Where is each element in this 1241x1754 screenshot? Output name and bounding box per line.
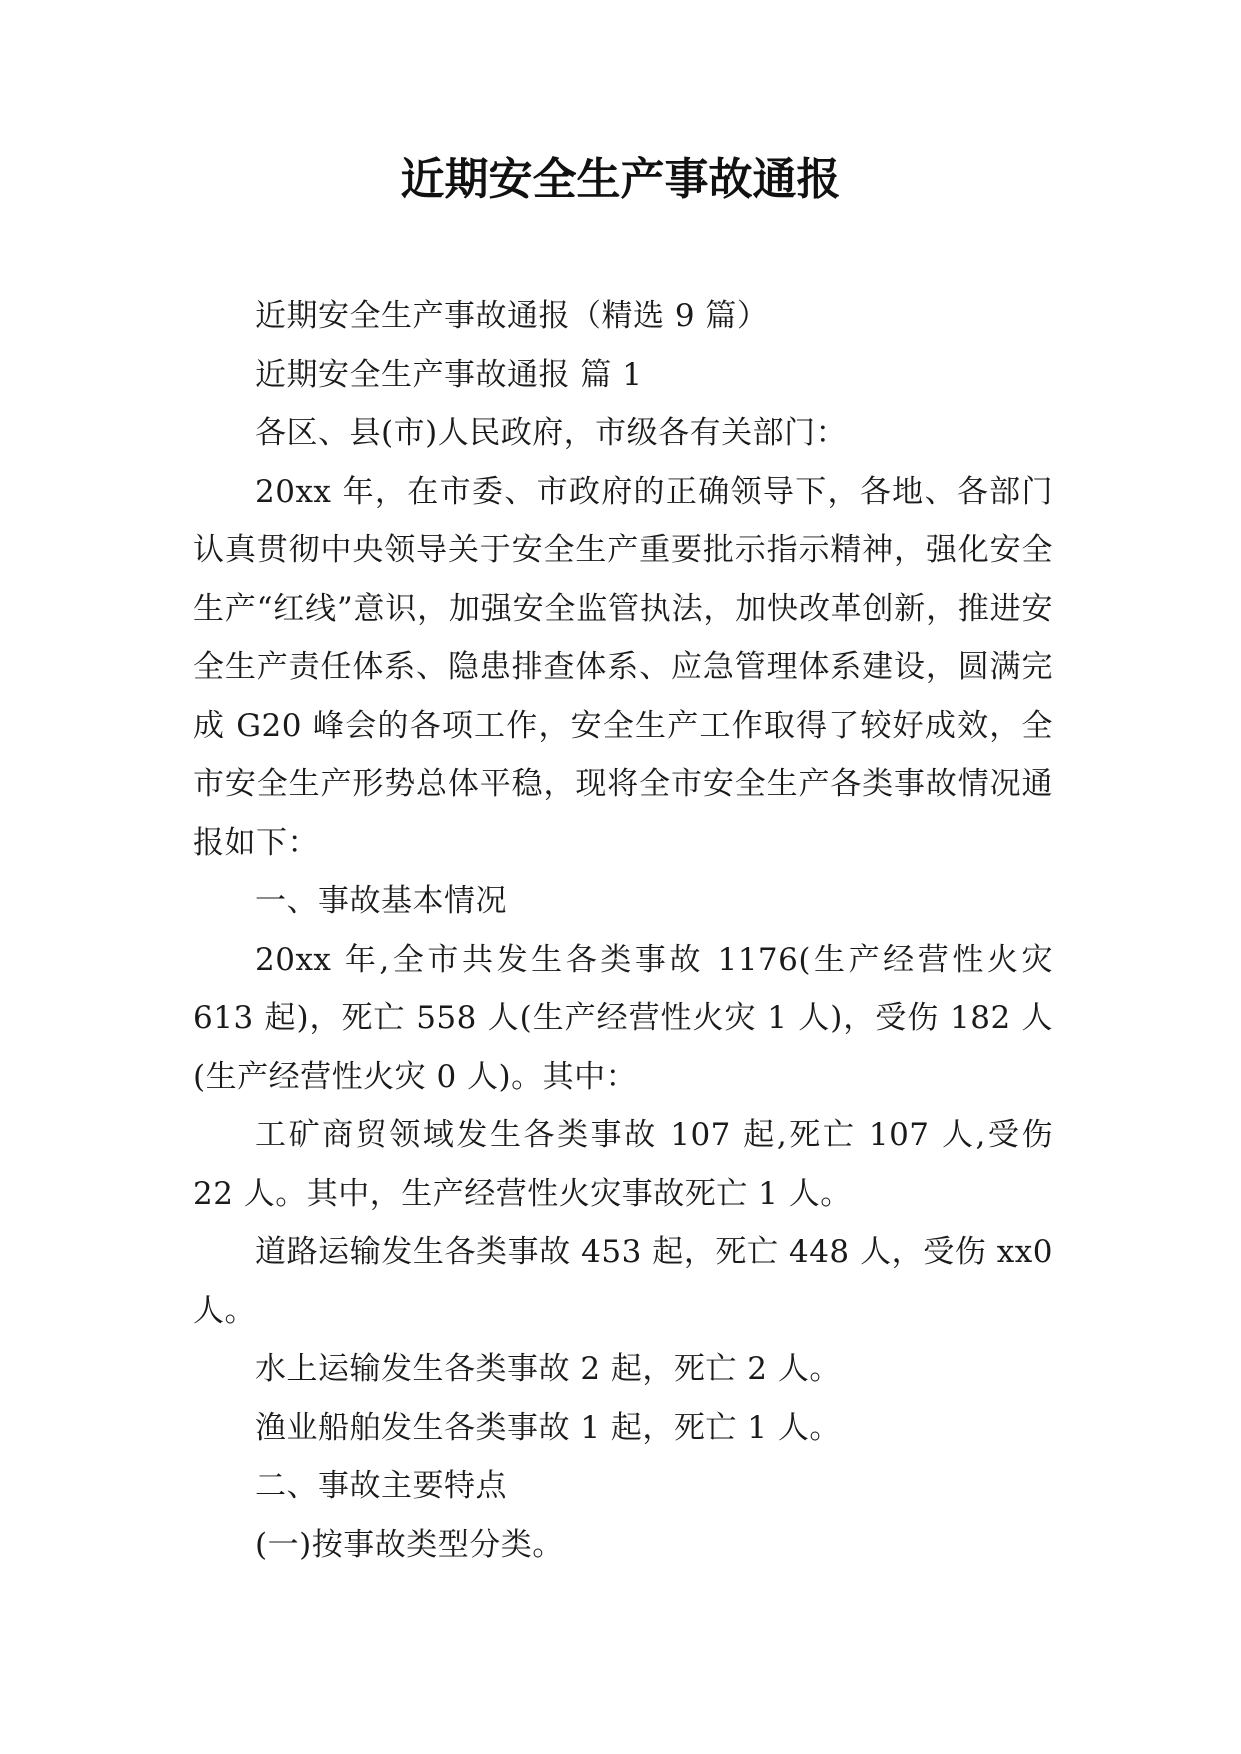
paragraph-road-transport: 道路运输发生各类事故 453 起，死亡 448 人，受伤 xx0 人。 [193,1234,1053,1329]
paragraph-overall-statistics: 20xx 年,全市共发生各类事故 1176(生产经营性火灾 613 起)，死亡 558 人(生产经营性火灾 1 人)，受伤 182 人(生产经营性火灾 0 人)。其中： [193,941,1053,1095]
paragraph-collection-title: 近期安全生产事故通报（精选 9 篇） [255,298,769,334]
subsection-heading-by-type: (一)按事故类型分类。 [255,1526,564,1563]
document-title: 近期安全生产事故通报 [400,154,841,205]
paragraph-introduction: 20xx 年，在市委、市政府的正确领导下，各地、各部门认真贯彻中央领导关于安全生产重要批示指示精神，强化安全生产“红线”意识，加强安全监管执法，加快改革创新，推进安全生产责任体系、隐患排查体系、应急管理体系建设，圆满完成 G20 峰会的各项工作，安全生产工作取得了较好成效，全市安全生产形势总体平稳，现将全市安全生产各类事故情况通报如下： [193,473,1053,861]
paragraph-article-heading: 近期安全生产事故通报 篇 1 [255,356,643,393]
section-heading-main-features: 二、事故主要特点 [255,1468,507,1504]
paragraph-addressee: 各区、县(市)人民政府，市级各有关部门： [255,415,848,451]
paragraph-fishing-vessels: 渔业船舶发生各类事故 1 起，死亡 1 人。 [255,1409,841,1446]
paragraph-industry-trade: 工矿商贸领域发生各类事故 107 起,死亡 107 人,受伤 22 人。其中，生产经营性火灾事故死亡 1 人。 [193,1117,1053,1212]
document-body [193,287,1053,1574]
paragraph-water-transport: 水上运输发生各类事故 2 起，死亡 2 人。 [255,1351,841,1387]
section-heading-basic-situation: 一、事故基本情况 [255,883,507,919]
